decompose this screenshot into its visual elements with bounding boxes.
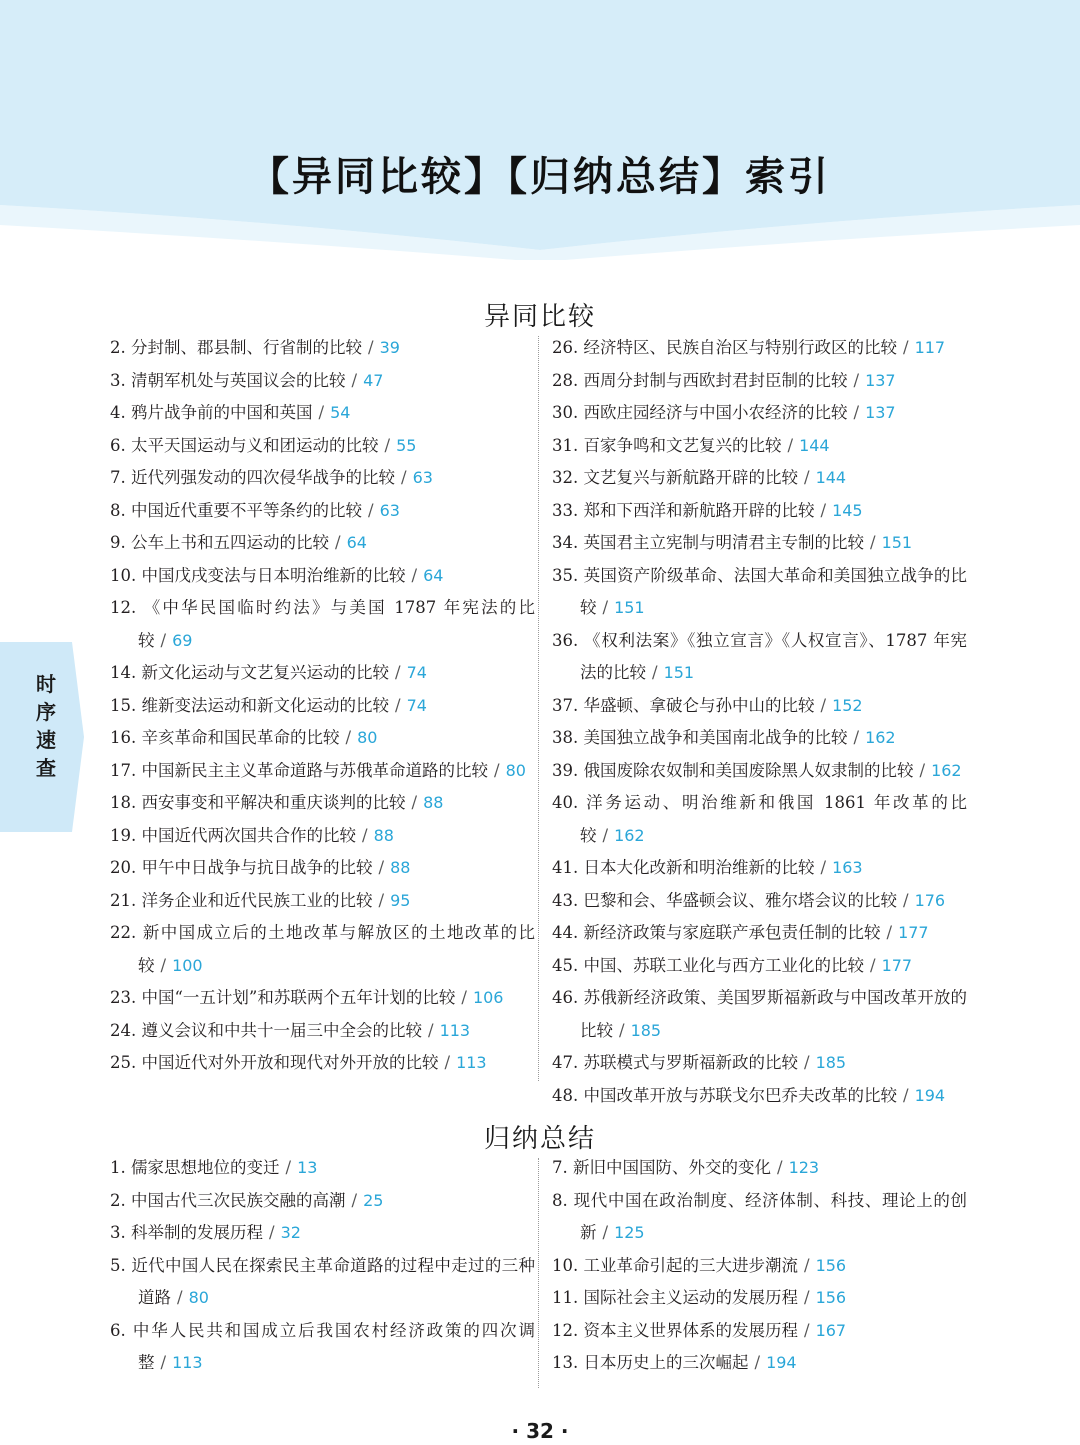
entry-page-link[interactable]: 156 bbox=[815, 1255, 847, 1275]
entry-separator: / bbox=[919, 760, 926, 780]
column-divider bbox=[538, 336, 539, 1081]
index-entry bbox=[552, 1250, 967, 1283]
index-entry bbox=[110, 820, 535, 853]
entry-number: 14. bbox=[110, 663, 137, 682]
entry-page-link[interactable]: 194 bbox=[766, 1353, 797, 1372]
entry-title: 《权利法案》《独立宣言》《人权宣言》、1787 年宪法的比较 bbox=[580, 630, 967, 682]
index-entry bbox=[110, 592, 535, 657]
entry-title: 洋务企业和近代民族工业的比较 bbox=[141, 890, 373, 910]
entry-page-link[interactable]: 88 bbox=[373, 825, 394, 845]
entry-page-link[interactable]: 69 bbox=[172, 630, 193, 650]
entry-number: 8. bbox=[552, 1190, 568, 1210]
entry-title: 太平天国运动与义和团运动的比较 bbox=[131, 435, 379, 455]
entry-page-link[interactable]: 167 bbox=[815, 1320, 847, 1340]
index-entry bbox=[110, 1152, 535, 1185]
entry-separator: / bbox=[853, 728, 860, 747]
entry-separator: / bbox=[351, 1190, 358, 1210]
index-entry bbox=[552, 560, 967, 625]
index-entry bbox=[110, 365, 535, 398]
entry-title: 近代列强发动的四次侵华战争的比较 bbox=[131, 468, 395, 487]
entry-title: 遵义会议和中共十一届三中全会的比较 bbox=[141, 1020, 422, 1040]
entry-title: 日本大化改新和明治维新的比较 bbox=[583, 858, 815, 877]
entry-number: 37. bbox=[552, 695, 579, 715]
entry-separator: / bbox=[777, 1158, 783, 1177]
entry-number: 12. bbox=[552, 1320, 579, 1340]
index-entry bbox=[552, 332, 967, 365]
entry-page-link[interactable]: 55 bbox=[396, 435, 417, 455]
entry-page-link[interactable]: 113 bbox=[456, 1053, 487, 1072]
entry-number: 39. bbox=[552, 760, 579, 780]
entry-separator: / bbox=[384, 435, 391, 455]
entry-separator: / bbox=[444, 1053, 451, 1072]
index-entry bbox=[110, 690, 535, 723]
entry-number: 26. bbox=[552, 338, 579, 357]
index-entry bbox=[552, 755, 967, 788]
entry-title: 经济特区、民族自治区与特别行政区的比较 bbox=[583, 338, 897, 357]
entry-separator: / bbox=[903, 890, 909, 910]
index-entry bbox=[110, 462, 535, 495]
entry-separator: / bbox=[804, 1288, 810, 1307]
index-entry bbox=[552, 1080, 967, 1113]
entry-page-link[interactable]: 64 bbox=[346, 533, 367, 552]
entry-number: 33. bbox=[552, 500, 579, 520]
entry-number: 6. bbox=[110, 435, 126, 455]
entry-title: 西安事变和平解决和重庆谈判的比较 bbox=[141, 793, 406, 812]
entry-separator: / bbox=[870, 533, 876, 552]
index-entry bbox=[552, 1185, 967, 1250]
entry-separator: / bbox=[345, 728, 352, 747]
entry-title: 近代中国人民在探索民主革命道路的过程中走过的三种道路 bbox=[131, 1255, 536, 1307]
entry-title: 英国资产阶级革命、法国大革命和美国独立战争的比较 bbox=[580, 565, 967, 617]
entry-title: 华盛顿、拿破仑与孙中山的比较 bbox=[583, 695, 815, 715]
entry-title: 西欧庄园经济与中国小农经济的比较 bbox=[583, 403, 848, 422]
entry-number: 19. bbox=[110, 825, 137, 845]
entry-title: 西周分封制与西欧封君封臣制的比较 bbox=[583, 370, 848, 390]
index-entry bbox=[110, 657, 535, 690]
entry-number: 44. bbox=[552, 923, 579, 942]
entry-number: 21. bbox=[110, 890, 137, 910]
entry-page-link[interactable]: 162 bbox=[614, 825, 645, 845]
entry-separator: / bbox=[160, 630, 167, 650]
entry-title: 新旧中国国防、外交的变化 bbox=[573, 1158, 771, 1177]
entry-separator: / bbox=[378, 858, 385, 877]
entry-title: 新中国成立后的土地改革与解放区的土地改革的比较 bbox=[138, 923, 536, 975]
entry-page-link[interactable]: 25 bbox=[363, 1190, 384, 1210]
entry-number: 20. bbox=[110, 858, 137, 877]
index-entry bbox=[110, 787, 535, 820]
entry-title: 资本主义世界体系的发展历程 bbox=[583, 1320, 798, 1340]
entry-separator: / bbox=[903, 1085, 909, 1105]
entry-number: 16. bbox=[110, 728, 137, 747]
entry-title: 分封制、郡县制、行省制的比较 bbox=[131, 338, 362, 357]
index-entry bbox=[552, 1282, 967, 1315]
entry-page-link[interactable]: 54 bbox=[330, 403, 351, 422]
section-heading-comparison: 异同比较 bbox=[483, 302, 596, 332]
entry-title: 清朝军机处与英国议会的比较 bbox=[131, 370, 346, 390]
entry-page-link[interactable]: 64 bbox=[423, 565, 444, 585]
entry-separator: / bbox=[754, 1353, 761, 1372]
entry-separator: / bbox=[461, 988, 467, 1007]
entry-title: 鸦片战争前的中国和英国 bbox=[131, 403, 313, 422]
entry-separator: / bbox=[335, 533, 341, 552]
entry-number: 18. bbox=[110, 793, 137, 812]
index-entry bbox=[552, 527, 967, 560]
entry-title: 维新变法运动和新文化运动的比较 bbox=[141, 695, 389, 715]
entry-separator: / bbox=[318, 403, 325, 422]
entry-page-link[interactable]: 80 bbox=[357, 728, 378, 747]
index-entry bbox=[552, 1347, 967, 1380]
index-entry bbox=[552, 495, 967, 528]
entry-page-link[interactable]: 163 bbox=[832, 858, 863, 877]
entry-number: 45. bbox=[552, 955, 579, 975]
index-entry bbox=[552, 690, 967, 723]
entry-number: 46. bbox=[552, 988, 579, 1007]
entry-separator: / bbox=[853, 403, 860, 422]
entry-title: 新经济政策与家庭联产承包责任制的比较 bbox=[583, 923, 881, 942]
entry-number: 7. bbox=[552, 1158, 568, 1177]
entry-title: 洋务运动、明治维新和俄国 1861 年改革的比较 bbox=[580, 793, 967, 845]
entry-number: 15. bbox=[110, 695, 137, 715]
entry-page-link[interactable]: 39 bbox=[379, 338, 400, 357]
entry-page-link[interactable]: 117 bbox=[914, 338, 946, 357]
entry-title: 《中华民国临时约法》与美国 1787 年宪法的比较 bbox=[138, 598, 535, 650]
entry-title: 百家争鸣和文艺复兴的比较 bbox=[583, 435, 782, 455]
entry-page-link[interactable]: 144 bbox=[799, 435, 830, 455]
entry-separator: / bbox=[362, 825, 368, 845]
entry-number: 11. bbox=[552, 1288, 579, 1307]
entry-page-link[interactable]: 80 bbox=[188, 1288, 209, 1307]
header-background bbox=[0, 0, 1080, 260]
entry-separator: / bbox=[820, 500, 827, 520]
index-entry bbox=[110, 495, 535, 528]
entry-separator: / bbox=[395, 663, 401, 682]
entry-page-link[interactable]: 185 bbox=[630, 1020, 662, 1040]
entry-separator: / bbox=[602, 598, 609, 617]
entry-separator: / bbox=[853, 370, 860, 390]
entry-number: 28. bbox=[552, 370, 579, 390]
entry-title: 中国近代重要不平等条约的比较 bbox=[131, 500, 362, 520]
entry-title: 中国改革开放与苏联戈尔巴乔夫改革的比较 bbox=[583, 1085, 897, 1105]
entry-title: 新文化运动与文艺复兴运动的比较 bbox=[141, 663, 389, 682]
index-entry bbox=[110, 982, 535, 1015]
entry-page-link[interactable]: 177 bbox=[898, 923, 929, 942]
entry-page-link[interactable]: 47 bbox=[363, 370, 384, 390]
entry-separator: / bbox=[804, 1320, 810, 1340]
entry-separator: / bbox=[351, 370, 358, 390]
entry-separator: / bbox=[368, 500, 374, 520]
entry-page-link[interactable]: 95 bbox=[390, 890, 411, 910]
entry-separator: / bbox=[619, 1020, 625, 1040]
entry-page-link[interactable]: 88 bbox=[423, 793, 444, 812]
entry-separator: / bbox=[378, 890, 385, 910]
entry-number: 12. bbox=[110, 598, 137, 617]
index-entry bbox=[110, 1250, 535, 1315]
entry-separator: / bbox=[428, 1020, 434, 1040]
index-entry bbox=[110, 755, 535, 788]
entry-separator: / bbox=[160, 1353, 167, 1372]
entry-number: 25. bbox=[110, 1053, 137, 1072]
entry-number: 34. bbox=[552, 533, 579, 552]
entry-title: 中国、苏联工业化与西方工业化的比较 bbox=[583, 955, 864, 975]
index-entry bbox=[552, 462, 967, 495]
entry-number: 7. bbox=[110, 468, 126, 487]
entry-separator: / bbox=[820, 858, 827, 877]
entry-title: 现代中国在政治制度、经济体制、科技、理论上的创新 bbox=[573, 1190, 968, 1242]
entry-title: 日本历史上的三次崛起 bbox=[583, 1353, 749, 1372]
entry-page-link[interactable]: 113 bbox=[172, 1353, 203, 1372]
index-entry bbox=[110, 722, 535, 755]
entry-page-link[interactable]: 123 bbox=[788, 1158, 820, 1177]
entry-title: 中国“一五计划”和苏联两个五年计划的比较 bbox=[141, 988, 456, 1007]
entry-page-link[interactable]: 162 bbox=[931, 760, 962, 780]
entry-separator: / bbox=[820, 695, 827, 715]
entry-page-link[interactable]: 151 bbox=[663, 663, 695, 682]
entry-page-link[interactable]: 13 bbox=[297, 1158, 318, 1177]
index-entry bbox=[110, 560, 535, 593]
index-entry bbox=[110, 332, 535, 365]
page-number: · 32 · bbox=[511, 1419, 569, 1443]
index-entry bbox=[552, 397, 967, 430]
entry-number: 6. bbox=[110, 1320, 126, 1340]
entry-separator: / bbox=[395, 695, 401, 715]
index-entry bbox=[552, 1152, 967, 1185]
entry-page-link[interactable]: 74 bbox=[406, 695, 427, 715]
index-entry bbox=[110, 885, 535, 918]
entry-separator: / bbox=[787, 435, 794, 455]
index-entry bbox=[110, 1217, 535, 1250]
entry-separator: / bbox=[160, 955, 167, 975]
entry-number: 43. bbox=[552, 890, 579, 910]
entry-number: 9. bbox=[110, 533, 126, 552]
entry-separator: / bbox=[368, 338, 374, 357]
index-entry bbox=[552, 430, 967, 463]
index-entry bbox=[110, 397, 535, 430]
entry-separator: / bbox=[886, 923, 893, 942]
entry-number: 24. bbox=[110, 1020, 137, 1040]
entry-separator: / bbox=[602, 1223, 609, 1242]
entry-title: 巴黎和会、华盛顿会议、雅尔塔会议的比较 bbox=[583, 890, 897, 910]
entry-title: 中国近代对外开放和现代对外开放的比较 bbox=[141, 1053, 439, 1072]
entry-page-link[interactable]: 194 bbox=[914, 1085, 946, 1105]
entry-page-link[interactable]: 152 bbox=[832, 695, 863, 715]
entry-title: 文艺复兴与新航路开辟的比较 bbox=[583, 468, 798, 487]
index-entry bbox=[552, 950, 967, 983]
entry-title: 中华人民共和国成立后我国农村经济政策的四次调整 bbox=[132, 1320, 535, 1372]
entry-page-link[interactable]: 156 bbox=[815, 1288, 847, 1307]
entry-page-link[interactable]: 185 bbox=[815, 1053, 847, 1072]
entry-number: 30. bbox=[552, 403, 579, 422]
entry-page-link[interactable]: 162 bbox=[865, 728, 896, 747]
index-entry bbox=[110, 852, 535, 885]
summary-list-right bbox=[552, 1152, 967, 1380]
index-entry bbox=[552, 625, 967, 690]
entry-title: 俄国废除农奴制和美国废除黑人奴隶制的比较 bbox=[583, 760, 914, 780]
entry-separator: / bbox=[602, 825, 609, 845]
index-entry bbox=[552, 885, 967, 918]
comparison-list-right bbox=[552, 332, 967, 1112]
index-entry bbox=[110, 1315, 535, 1380]
entry-title: 辛亥革命和国民革命的比较 bbox=[141, 728, 340, 747]
entry-separator: / bbox=[652, 663, 658, 682]
entry-title: 甲午中日战争与抗日战争的比较 bbox=[141, 858, 373, 877]
entry-title: 公车上书和五四运动的比较 bbox=[131, 533, 329, 552]
entry-title: 中国戊戌变法与日本明治维新的比较 bbox=[141, 565, 406, 585]
entry-page-link[interactable]: 125 bbox=[614, 1223, 645, 1242]
entry-number: 1. bbox=[110, 1158, 126, 1177]
entry-number: 40. bbox=[552, 793, 579, 812]
index-entry bbox=[110, 917, 535, 982]
entry-page-link[interactable]: 151 bbox=[614, 598, 645, 617]
index-entry bbox=[552, 1315, 967, 1348]
entry-page-link[interactable]: 74 bbox=[406, 663, 427, 682]
entry-separator: / bbox=[804, 1053, 810, 1072]
entry-page-link[interactable]: 32 bbox=[280, 1223, 301, 1242]
entry-title: 英国君主立宪制与明清君主专制的比较 bbox=[583, 533, 864, 552]
index-entry bbox=[552, 982, 967, 1047]
entry-separator: / bbox=[903, 338, 909, 357]
entry-separator: / bbox=[411, 565, 418, 585]
section-heading-summary: 归纳总结 bbox=[483, 1124, 596, 1154]
entry-page-link[interactable]: 144 bbox=[815, 468, 847, 487]
entry-number: 4. bbox=[110, 403, 126, 422]
entry-title: 中国新民主主义革命道路与苏俄革命道路的比较 bbox=[141, 760, 488, 780]
entry-number: 17. bbox=[110, 760, 137, 780]
comparison-list-left bbox=[110, 332, 535, 1080]
entry-page-link[interactable]: 177 bbox=[881, 955, 913, 975]
entry-page-link[interactable]: 88 bbox=[390, 858, 411, 877]
entry-number: 35. bbox=[552, 565, 579, 585]
entry-separator: / bbox=[870, 955, 876, 975]
side-tab-label: 时序速查 bbox=[36, 672, 56, 780]
entry-number: 8. bbox=[110, 500, 126, 520]
index-entry bbox=[552, 852, 967, 885]
entry-page-link[interactable]: 151 bbox=[881, 533, 913, 552]
entry-separator: / bbox=[401, 468, 407, 487]
page-title: 【异同比较】【归纳总结】索引 bbox=[249, 154, 831, 200]
entry-separator: / bbox=[804, 1255, 810, 1275]
entry-title: 儒家思想地位的变迁 bbox=[131, 1158, 280, 1177]
entry-number: 48. bbox=[552, 1085, 579, 1105]
summary-list-left bbox=[110, 1152, 535, 1380]
entry-separator: / bbox=[411, 793, 418, 812]
entry-number: 3. bbox=[110, 370, 126, 390]
entry-page-link[interactable]: 137 bbox=[865, 403, 896, 422]
entry-number: 36. bbox=[552, 630, 579, 650]
entry-title: 科举制的发展历程 bbox=[131, 1223, 263, 1242]
entry-page-link[interactable]: 145 bbox=[832, 500, 863, 520]
entry-number: 10. bbox=[552, 1255, 579, 1275]
index-entry bbox=[110, 1047, 535, 1080]
header-band bbox=[0, 0, 1080, 260]
entry-number: 2. bbox=[110, 1190, 126, 1210]
entry-page-link[interactable]: 63 bbox=[379, 500, 400, 520]
entry-page-link[interactable]: 113 bbox=[439, 1020, 471, 1040]
entry-number: 41. bbox=[552, 858, 579, 877]
entry-title: 郑和下西洋和新航路开辟的比较 bbox=[583, 500, 815, 520]
index-entry bbox=[110, 1015, 535, 1048]
entry-title: 中国古代三次民族交融的高潮 bbox=[131, 1190, 346, 1210]
entry-number: 31. bbox=[552, 435, 579, 455]
entry-title: 美国独立战争和美国南北战争的比较 bbox=[583, 728, 848, 747]
entry-number: 5. bbox=[110, 1255, 126, 1275]
entry-separator: / bbox=[177, 1288, 183, 1307]
index-entry bbox=[552, 365, 967, 398]
entry-title: 苏联模式与罗斯福新政的比较 bbox=[583, 1053, 798, 1072]
index-entry bbox=[552, 787, 967, 852]
entry-page-link[interactable]: 137 bbox=[865, 370, 896, 390]
entry-number: 38. bbox=[552, 728, 579, 747]
entry-number: 22. bbox=[110, 923, 137, 942]
entry-title: 中国近代两次国共合作的比较 bbox=[141, 825, 356, 845]
index-entry bbox=[110, 527, 535, 560]
entry-title: 工业革命引起的三大进步潮流 bbox=[583, 1255, 798, 1275]
entry-page-link[interactable]: 63 bbox=[412, 468, 433, 487]
entry-page-link[interactable]: 100 bbox=[172, 955, 203, 975]
entry-number: 32. bbox=[552, 468, 579, 487]
entry-page-link[interactable]: 176 bbox=[914, 890, 946, 910]
entry-page-link[interactable]: 80 bbox=[505, 760, 526, 780]
index-entry bbox=[552, 722, 967, 755]
index-entry bbox=[552, 917, 967, 950]
entry-number: 3. bbox=[110, 1223, 126, 1242]
entry-page-link[interactable]: 106 bbox=[472, 988, 504, 1007]
entry-separator: / bbox=[285, 1158, 292, 1177]
index-entry bbox=[110, 1185, 535, 1218]
entry-number: 13. bbox=[552, 1353, 579, 1372]
entry-separator: / bbox=[804, 468, 810, 487]
entry-title: 苏俄新经济政策、美国罗斯福新政与中国改革开放的比较 bbox=[580, 988, 967, 1040]
index-entry bbox=[110, 430, 535, 463]
entry-separator: / bbox=[269, 1223, 275, 1242]
entry-number: 10. bbox=[110, 565, 137, 585]
entry-number: 23. bbox=[110, 988, 137, 1007]
column-divider bbox=[538, 1158, 539, 1388]
entry-number: 2. bbox=[110, 338, 126, 357]
entry-title: 国际社会主义运动的发展历程 bbox=[583, 1288, 798, 1307]
index-entry bbox=[552, 1047, 967, 1080]
entry-number: 47. bbox=[552, 1053, 579, 1072]
entry-separator: / bbox=[494, 760, 500, 780]
